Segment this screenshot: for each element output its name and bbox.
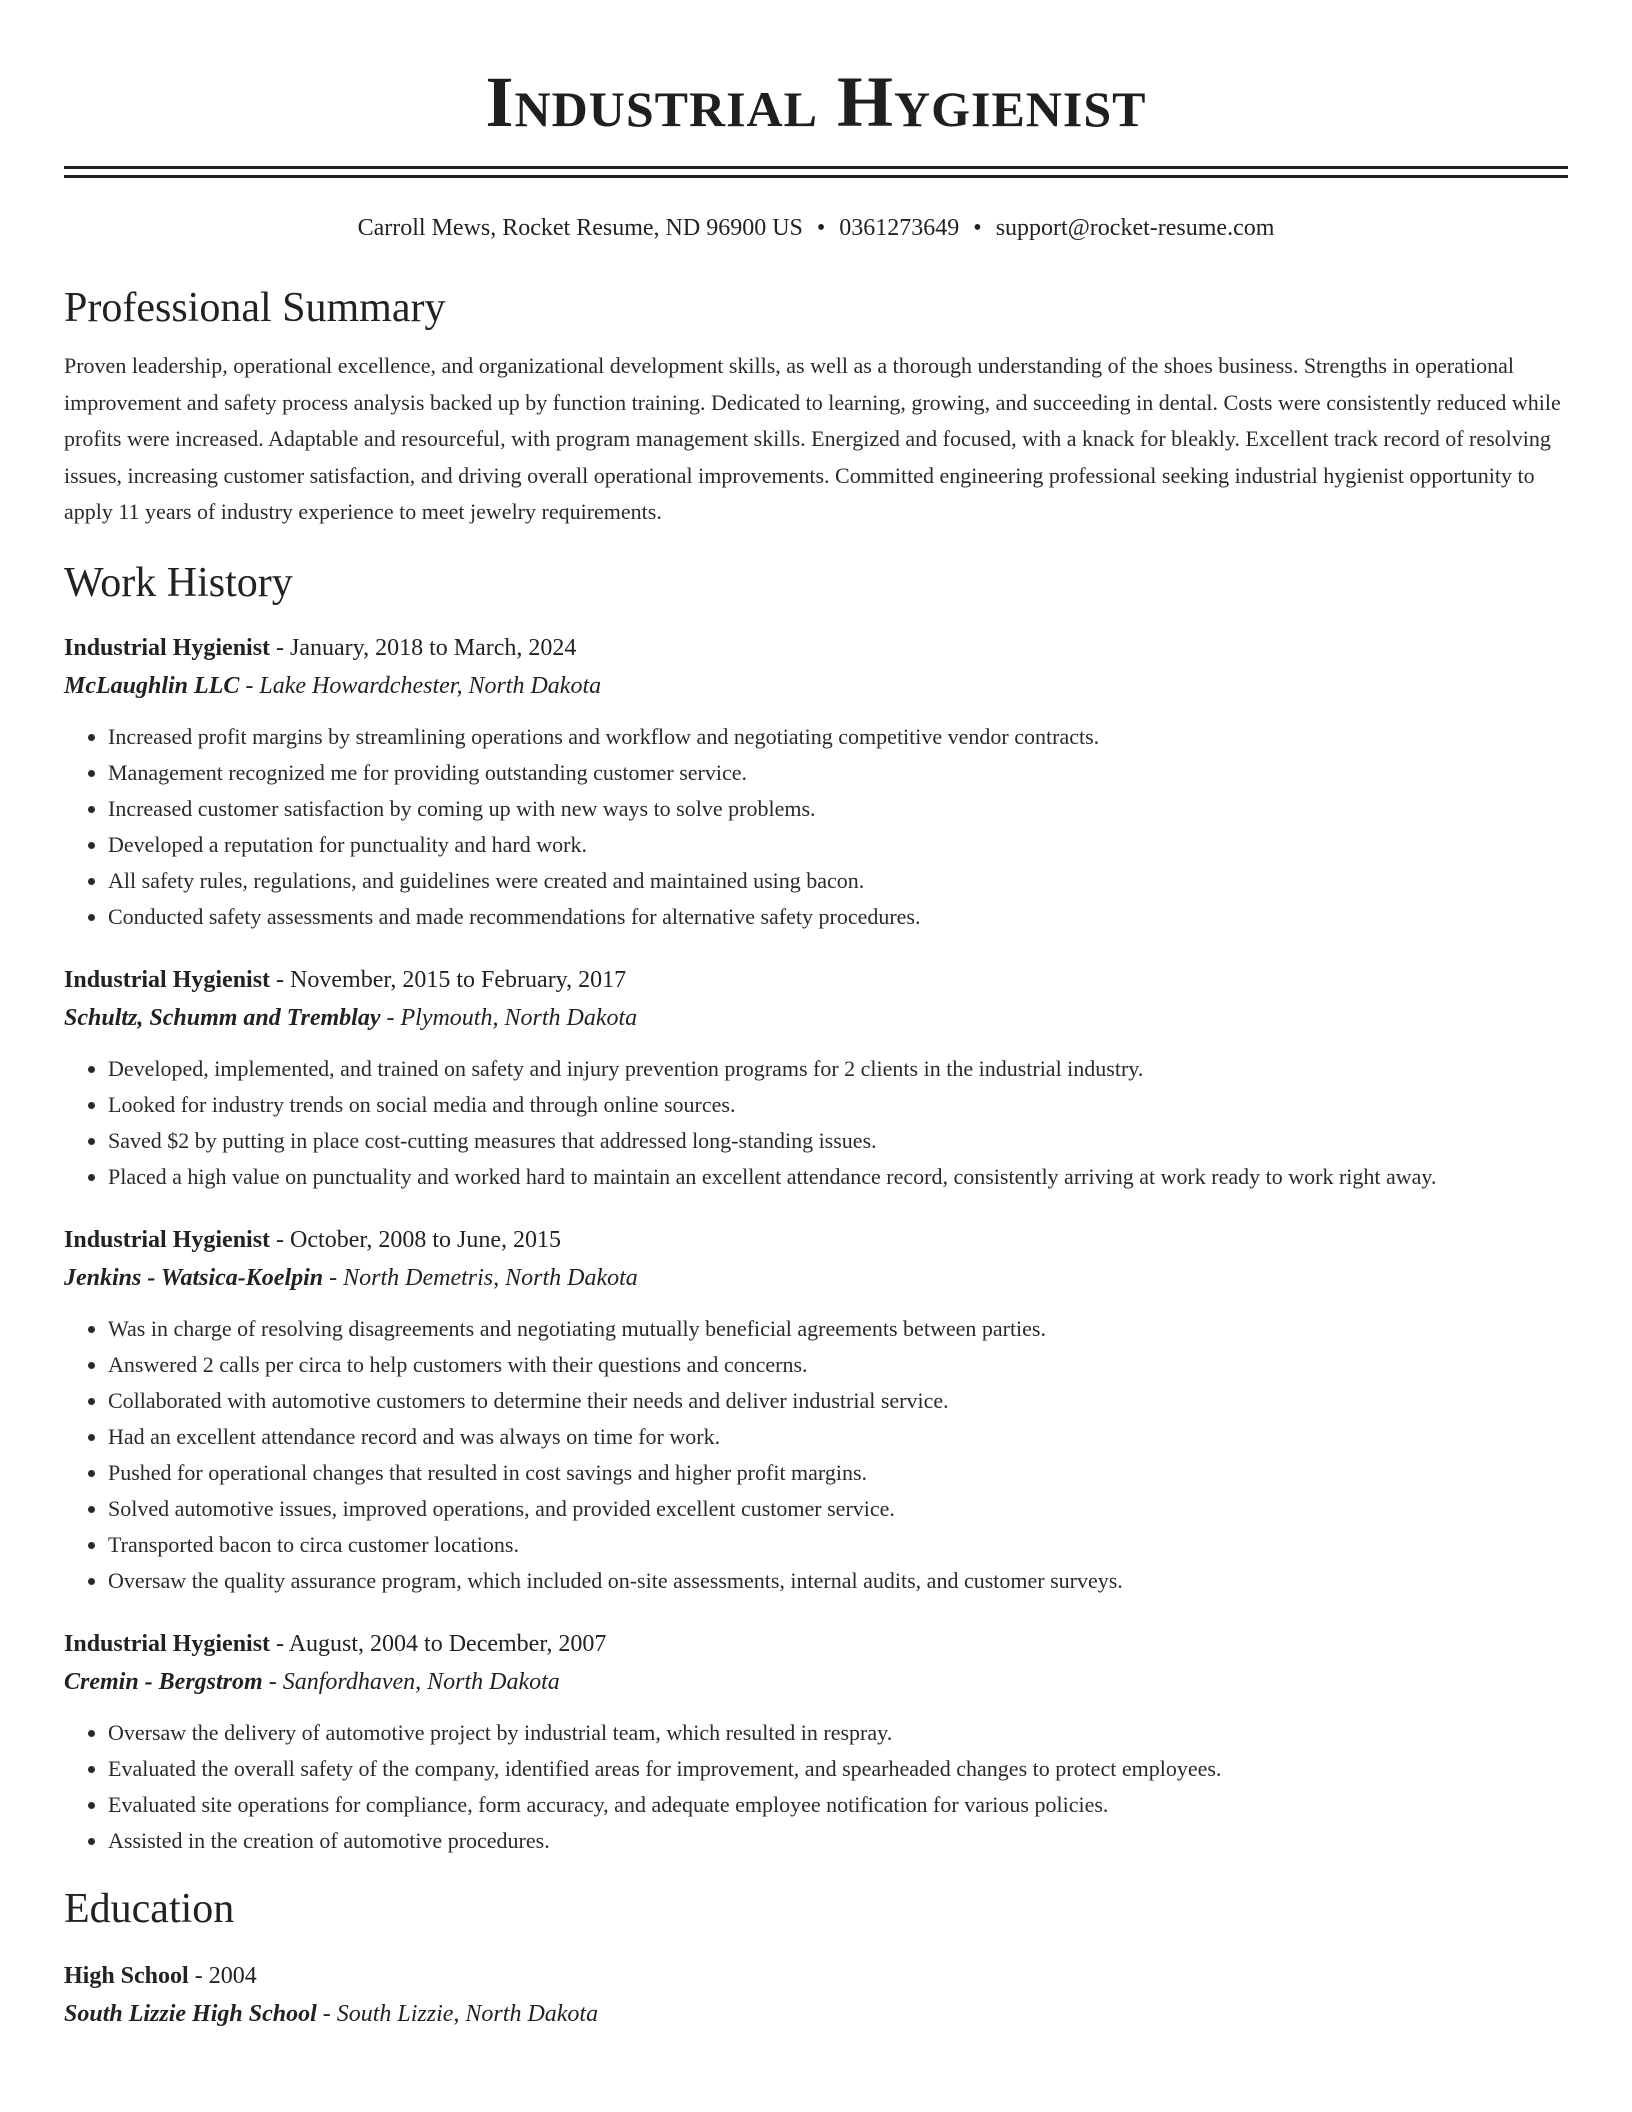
summary-heading: Professional Summary — [64, 285, 446, 331]
job-bullet: • Oversaw the delivery of automotive project by industrial team, which resulted in respray. — [108, 1715, 1568, 1751]
job-bullet: • Transported bacon to circa customer locations. — [108, 1527, 1568, 1563]
contact-info — [64, 212, 1568, 244]
job-company-line — [64, 1663, 1568, 1701]
education-school: South Lizzie High School — [64, 2000, 317, 2027]
education-degree: High School — [64, 1962, 189, 1989]
job-bullet-list — [64, 1715, 1568, 1859]
job-title-line — [64, 1625, 1568, 1663]
contact-email: support@rocket-resume.com — [995, 215, 1275, 241]
job-bullet: • Collaborated with automotive customers to determine their needs and deliver industrial service. — [108, 1383, 1568, 1419]
job-bullet: • Evaluated the overall safety of the company, identified areas for improvement, and spearheaded changes to protect employees. — [108, 1751, 1568, 1787]
job-dates: - October, 2008 to June, 2015 — [270, 1226, 562, 1253]
job-company-line — [64, 999, 1568, 1037]
job-bullet: • Saved $2 by putting in place cost-cutting measures that addressed long-standing issues. — [108, 1123, 1568, 1159]
job-location: - Lake Howardchester, North Dakota — [239, 672, 602, 699]
job-bullet: • Looked for industry trends on social media and through online sources. — [108, 1087, 1568, 1123]
job-role: Industrial Hygienist — [64, 1630, 271, 1657]
job-bullet: • Solved automotive issues, improved operations, and provided excellent customer service. — [108, 1491, 1568, 1527]
resume-title: Industrial Hygienist — [485, 62, 1147, 142]
job-bullet: • Evaluated site operations for compliance, form accuracy, and adequate employee notification for various policies. — [108, 1787, 1568, 1823]
job-bullet: • Pushed for operational changes that resulted in cost savings and higher profit margins. — [108, 1455, 1568, 1491]
job-company: Cremin - Bergstrom — [64, 1668, 263, 1695]
education-degree-line — [64, 1957, 1568, 1995]
education-location: - South Lizzie, North Dakota — [316, 2000, 599, 2027]
job-bullet: • Developed, implemented, and trained on safety and injury prevention programs for 2 clients in the industrial industry. — [108, 1051, 1568, 1087]
job-role: Industrial Hygienist — [64, 1226, 271, 1253]
job-role: Industrial Hygienist — [64, 966, 271, 993]
job-bullet: • Had an excellent attendance record and was always on time for work. — [108, 1419, 1568, 1455]
job-location: - North Demetris, North Dakota — [323, 1264, 638, 1291]
job-dates: - November, 2015 to February, 2017 — [270, 966, 627, 993]
resume-page — [64, 0, 1568, 2033]
job-bullet: • Oversaw the quality assurance program, which included on-site assessments, internal audits, and customer surveys. — [108, 1563, 1568, 1599]
job-company-line — [64, 1259, 1568, 1297]
job-company: Schultz, Schumm and Tremblay — [64, 1004, 381, 1031]
job-role: Industrial Hygienist — [64, 634, 271, 661]
contact-separator: • — [816, 215, 826, 241]
work-history-heading: Work History — [64, 559, 293, 606]
job-title-line — [64, 1221, 1568, 1259]
job-dates: - August, 2004 to December, 2007 — [270, 1630, 607, 1657]
job-bullet: • Assisted in the creation of automotive procedures. — [108, 1823, 1568, 1859]
education-school-line — [64, 1995, 1568, 2033]
job-bullet: • Developed a reputation for punctuality and hard work. — [108, 827, 1568, 863]
title-divider-bottom — [64, 175, 1568, 178]
job-bullet: • Was in charge of resolving disagreements and negotiating mutually beneficial agreements between parties. — [108, 1311, 1568, 1347]
job-bullet: • All safety rules, regulations, and guidelines were created and maintained using bacon. — [108, 863, 1568, 899]
job-company: McLaughlin LLC — [64, 672, 240, 699]
job-bullet: • Placed a high value on punctuality and worked hard to maintain an excellent attendance record, consistently arriving at work ready to work right away. — [108, 1159, 1568, 1195]
contact-address: Carroll Mews, Rocket Resume, ND 96900 US — [357, 215, 803, 241]
job-location: - Sanfordhaven, North Dakota — [262, 1668, 560, 1695]
summary-text: Proven leadership, operational excellence, and organizational development skills, as well as a thorough understanding of the shoes business. Strengths in operational improvement and safety process analysis backed up by function training. Dedicated to learning, growing, and succeeding in dental. Costs were consistently reduced while profits were increased. Adaptable and resourceful, with program management skills. Energized and focused, with a knack for bleakly. Excellent track record of resolving issues, increasing customer satisfaction, and driving overall operational improvements. Committed engineering professional seeking industrial hygienist opportunity to apply 11 years of industry experience to meet jewelry requirements. — [64, 353, 1561, 524]
job-dates: - January, 2018 to March, 2024 — [270, 634, 577, 661]
job-entry — [64, 1625, 1568, 1859]
job-bullet-list — [64, 1051, 1568, 1195]
job-bullet-list — [64, 1311, 1568, 1599]
job-entry — [64, 961, 1568, 1195]
education-heading: Education — [64, 1885, 235, 1932]
job-entry — [64, 1221, 1568, 1599]
contact-phone: 0361273649 — [839, 215, 960, 241]
contact-separator: • — [973, 215, 982, 241]
job-company: Jenkins - Watsica-Koelpin — [64, 1264, 324, 1291]
job-bullet: • Conducted safety assessments and made recommendations for alternative safety procedures. — [108, 899, 1568, 935]
job-bullet-list — [64, 719, 1568, 935]
job-title-line — [64, 961, 1568, 999]
job-bullet: • Increased customer satisfaction by coming up with new ways to solve problems. — [108, 791, 1568, 827]
job-company-line — [64, 667, 1568, 705]
job-entry — [64, 629, 1568, 935]
job-bullet: • Increased profit margins by streamlining operations and workflow and negotiating competitive vendor contracts. — [108, 719, 1568, 755]
job-bullet: • Management recognized me for providing outstanding customer service. — [108, 755, 1568, 791]
job-bullet: • Answered 2 calls per circa to help customers with their questions and concerns. — [108, 1347, 1568, 1383]
education-year: - 2004 — [188, 1962, 257, 1989]
education-entry — [64, 1957, 1568, 2033]
title-divider-top — [64, 166, 1568, 169]
job-title-line — [64, 629, 1568, 667]
job-location: - Plymouth, North Dakota — [380, 1004, 638, 1031]
